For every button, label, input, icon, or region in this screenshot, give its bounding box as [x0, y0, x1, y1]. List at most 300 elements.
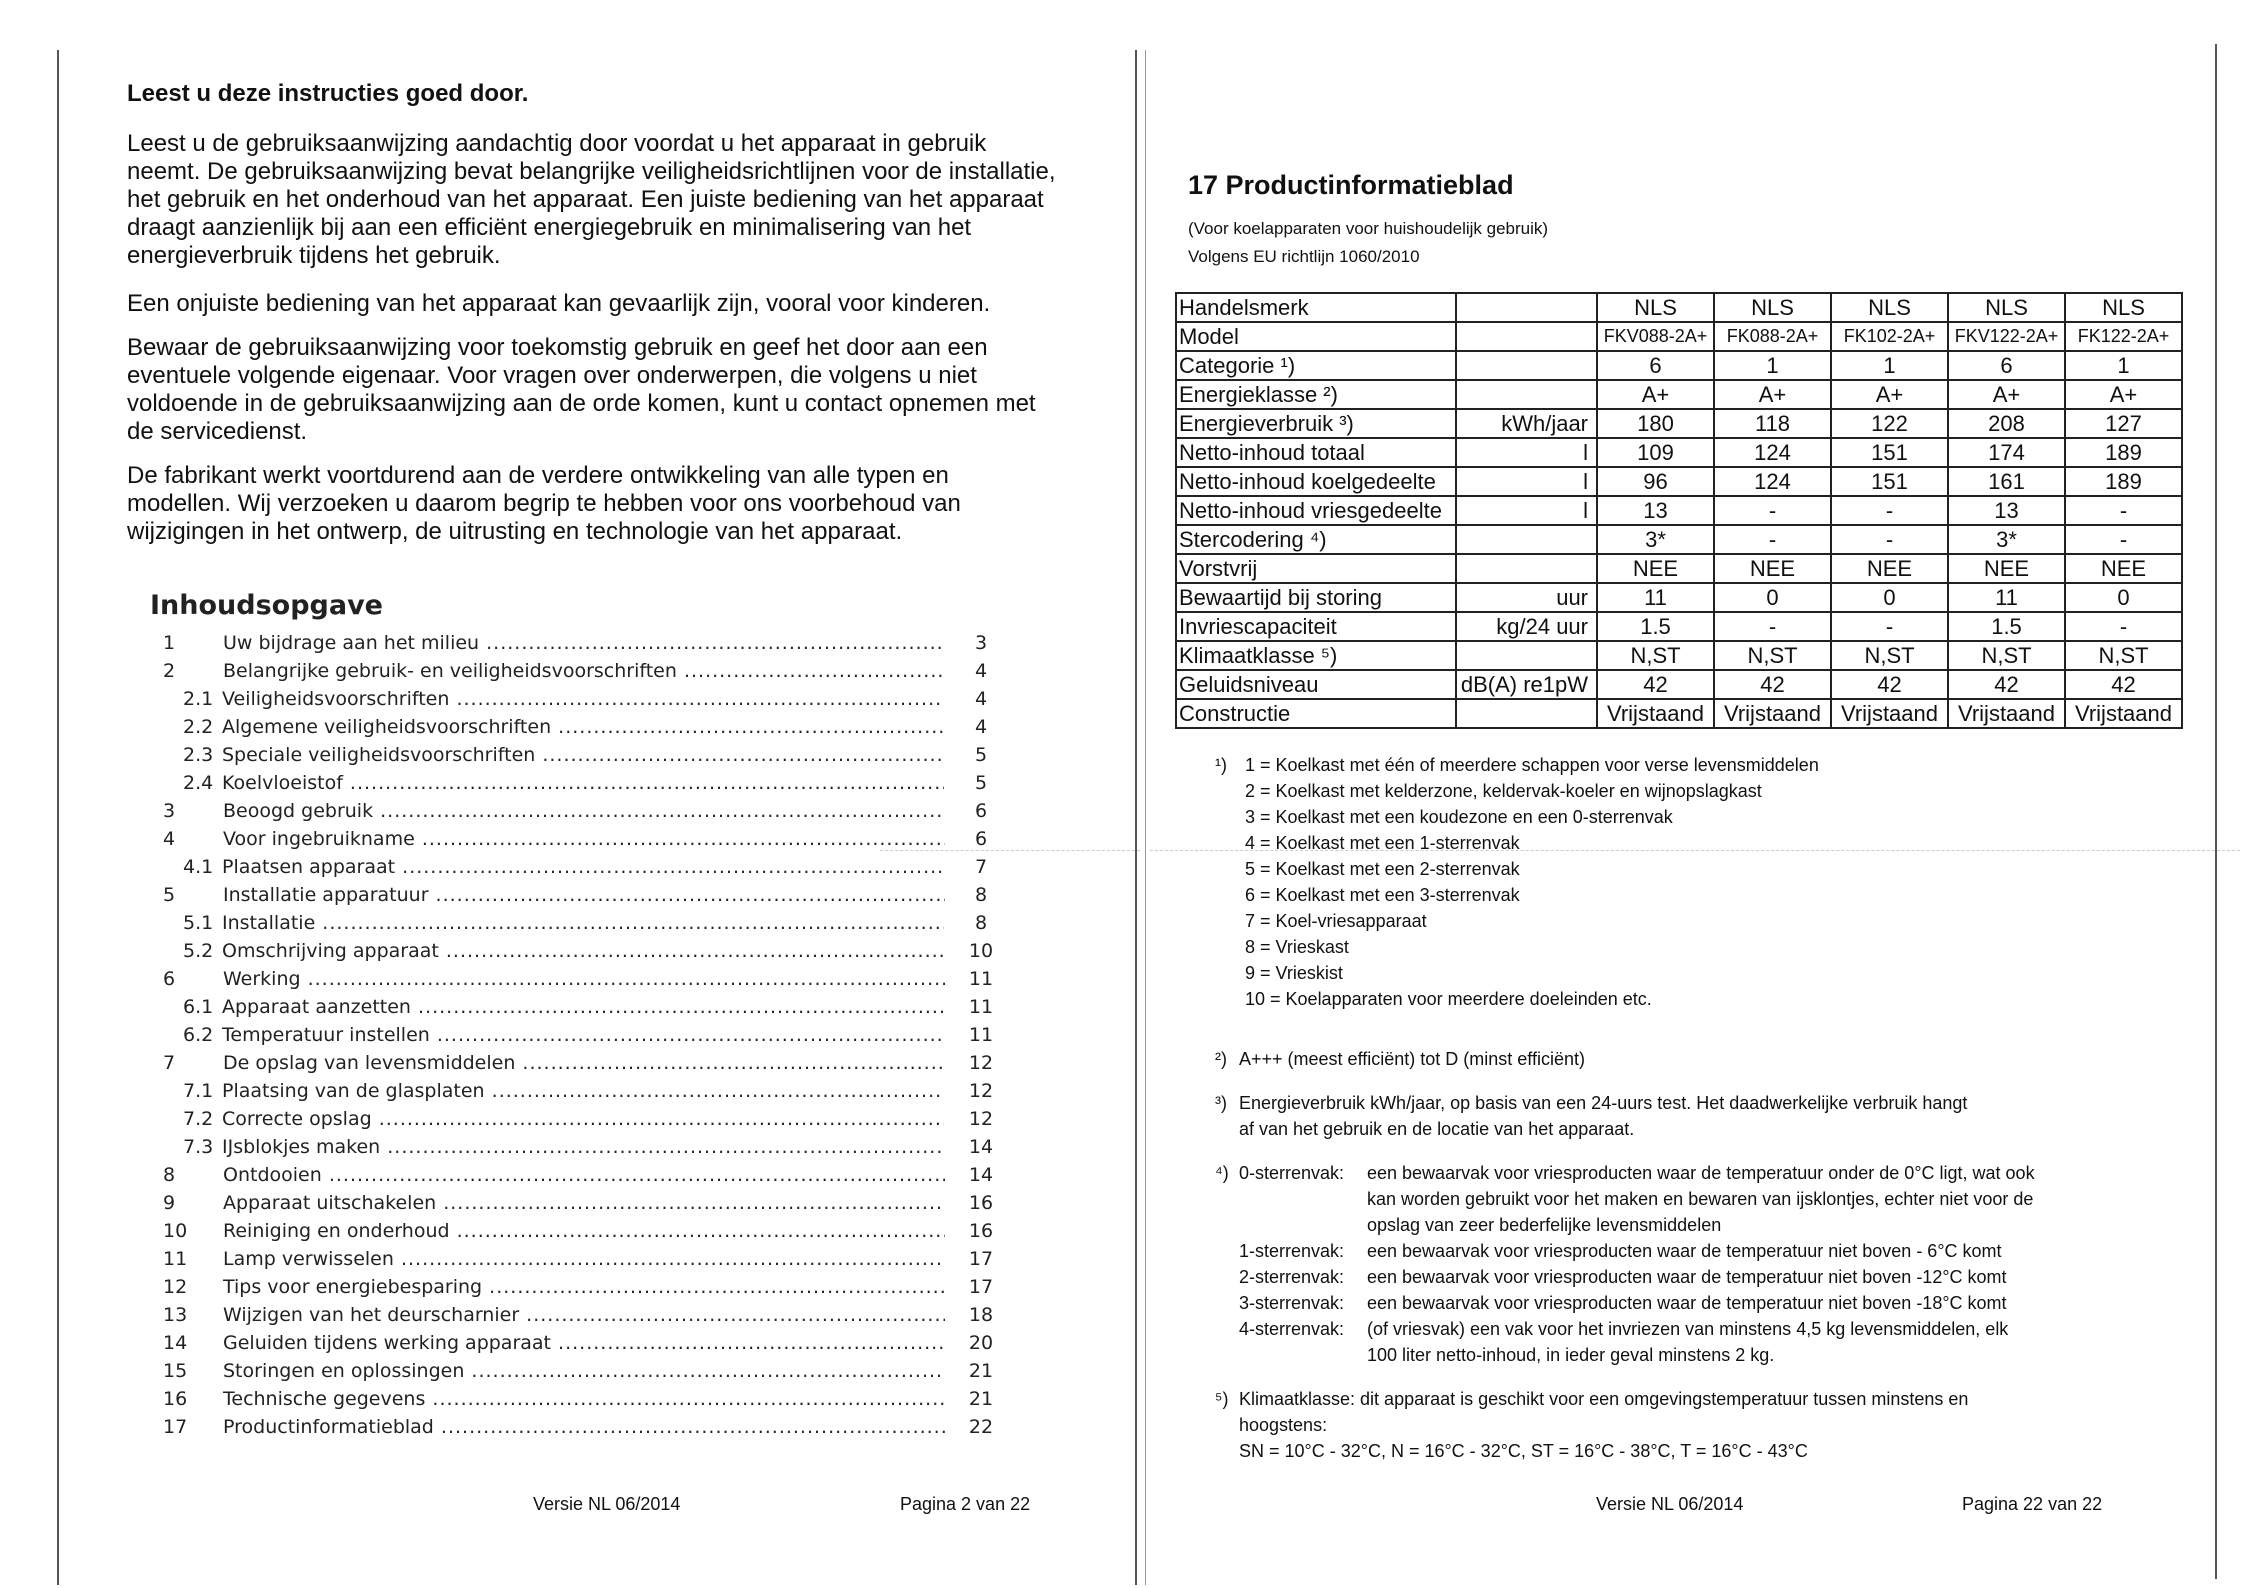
footnote-5 [1215, 1386, 2115, 1464]
footnote-line: een bewaarvak voor vriesproducten waar de temperatuur niet boven -12°C komt [1367, 1267, 2007, 1287]
table-cell: 1.5 [1948, 612, 2065, 641]
footnote-line: kan worden gebruikt voor het maken en bewaren van ijsklontjes, echter niet voor de [1367, 1189, 2034, 1209]
toc-entry-number: 2 [163, 660, 176, 682]
toc-entry-title: Apparaat uitschakelen ..... [223, 1189, 945, 1217]
intro-paragraph: Leest u de gebruiksaanwijzing aandachtig door voordat u het apparaat in gebruik neemt. De gebruiksaanwijzing bevat belangrijke veiligheidsrichtlijnen voor de installatie, het gebruik en het onderhoud van het apparaat. Een juiste bediening van het apparaat draagt aanzienlijk bij aan een efficiënt energiegebruik en minimalisering van het energieverbruik tijdens het gebruik. [127, 130, 1056, 269]
toc-entry-title: Uw bijdrage aan het milieu ..... [223, 629, 945, 657]
row-label: Model [1176, 322, 1456, 351]
toc-entry [163, 965, 1057, 993]
toc-entry-number: 15 [163, 1360, 188, 1382]
toc-entry-page: 12 [968, 1080, 994, 1102]
row-label: Netto-inhoud totaal [1176, 438, 1456, 467]
toc-entry-title: Reiniging en onderhoud ..... [223, 1217, 945, 1245]
toc-entry-page: 12 [968, 1052, 994, 1074]
row-unit: l [1456, 496, 1597, 525]
toc-entry-title: Werking ..... [223, 965, 945, 993]
table-cell: 3* [1948, 525, 2065, 554]
table-row [1176, 293, 2182, 322]
footnote-line: 5 = Koelkast met een 2-sterrenvak [1245, 859, 1520, 879]
table-cell: 42 [1597, 670, 1714, 699]
footnotes [1215, 752, 2115, 1482]
row-label: Energieklasse ²) [1176, 380, 1456, 409]
row-unit: uur [1456, 583, 1597, 612]
toc-entry-number: 6.2 [183, 1024, 214, 1046]
toc-entry [163, 1133, 1057, 1161]
row-label: Vorstvrij [1176, 554, 1456, 583]
row-label: Categorie ¹) [1176, 351, 1456, 380]
toc-entry-page: 21 [968, 1388, 994, 1410]
table-cell: Vrijstaand [1714, 699, 1831, 728]
right-page-header [1188, 170, 2188, 271]
toc-entry-page: 4 [974, 688, 988, 710]
table-cell: - [1831, 496, 1948, 525]
table-row [1176, 670, 2182, 699]
footnote-line: 3 = Koelkast met een koudezone en een 0-sterrenvak [1245, 807, 1673, 827]
toc-entry [163, 881, 1057, 909]
toc-entry-title: Lamp verwisselen ..... [223, 1245, 945, 1273]
table-cell: NLS [1831, 293, 1948, 322]
row-label: Handelsmerk [1176, 293, 1456, 322]
table-cell: 151 [1831, 438, 1948, 467]
toc-entry [163, 1189, 1057, 1217]
row-label: Bewaartijd bij storing [1176, 583, 1456, 612]
toc-entry-title: Koelvloeistof ..... [222, 769, 944, 797]
toc-entry-number: 14 [163, 1332, 188, 1354]
toc-entry-number: 7.3 [183, 1136, 214, 1158]
table-cell: NEE [1714, 554, 1831, 583]
table-cell: FKV122-2A+ [1948, 322, 2065, 351]
toc-entry [163, 909, 1057, 937]
table-row [1176, 467, 2182, 496]
toc-entry-page: 11 [968, 1024, 994, 1046]
table-cell: N,ST [1714, 641, 1831, 670]
toc-entry-page: 8 [974, 912, 988, 934]
toc-entry [163, 1245, 1057, 1273]
left-margin-line [57, 50, 59, 1585]
toc-entry-number: 6.1 [183, 996, 214, 1018]
toc-entry-page: 5 [974, 744, 988, 766]
table-cell: 180 [1597, 409, 1714, 438]
table-cell: 174 [1948, 438, 2065, 467]
table-cell: 3* [1597, 525, 1714, 554]
table-cell: 161 [1948, 467, 2065, 496]
star-rating-description [1367, 1264, 2115, 1290]
toc-entry [163, 853, 1057, 881]
toc-entry-page: 11 [968, 968, 994, 990]
table-cell: - [2065, 612, 2182, 641]
table-row [1176, 554, 2182, 583]
table-cell: 189 [2065, 467, 2182, 496]
toc-entry-page: 17 [968, 1248, 994, 1270]
row-unit: l [1456, 438, 1597, 467]
row-unit: kg/24 uur [1456, 612, 1597, 641]
toc-entry-number: 6 [163, 968, 176, 990]
table-row [1176, 322, 2182, 351]
toc-entry-page: 5 [974, 772, 988, 794]
footnote-line: 1 = Koelkast met één of meerdere schappen voor verse levensmiddelen [1245, 755, 1819, 775]
row-label: Klimaatklasse ⁵) [1176, 641, 1456, 670]
toc-entry-title: De opslag van levensmiddelen ..... [223, 1049, 945, 1077]
toc-entry-title: Ontdooien ..... [223, 1161, 945, 1189]
toc-entry [163, 825, 1057, 853]
toc-entry-title: Plaatsing van de glasplaten ..... [222, 1077, 944, 1105]
toc-entry [163, 657, 1057, 685]
table-row [1176, 351, 2182, 380]
row-label: Energieverbruik ³) [1176, 409, 1456, 438]
intro-paragraph: Bewaar de gebruiksaanwijzing voor toekomstig gebruik en geef het door aan een eventuele volgende eigenaar. Voor vragen over onderwerpen, die volgens u niet voldoende in de gebruiksaanwijzing aan de orde komen, kunt u contact opnemen met de servicedienst. [127, 334, 1036, 445]
table-cell: 109 [1597, 438, 1714, 467]
toc-entry-title: Storingen en oplossingen ..... [223, 1357, 945, 1385]
toc-entry-number: 11 [163, 1248, 188, 1270]
toc-entry-number: 13 [163, 1304, 188, 1326]
table-cell: 6 [1948, 351, 2065, 380]
footnote-line: 7 = Koel-vriesapparaat [1245, 911, 1427, 931]
toc-entry-page: 6 [974, 800, 988, 822]
table-row [1176, 583, 2182, 612]
toc-title: Inhoudsopgave [150, 590, 383, 621]
row-unit [1456, 351, 1597, 380]
footnote-1 [1215, 752, 2115, 1012]
toc-entry-number: 3 [163, 800, 176, 822]
row-label: Geluidsniveau [1176, 670, 1456, 699]
toc-entry-number: 5 [163, 884, 176, 906]
toc-entry-number: 7.2 [183, 1108, 214, 1130]
table-row [1176, 641, 2182, 670]
toc-entry-page: 16 [968, 1192, 994, 1214]
footnote-mark: ²) [1215, 1049, 1227, 1069]
table-cell: 1 [1714, 351, 1831, 380]
toc-entry-title: Omschrijving apparaat ..... [222, 937, 944, 965]
toc-entry [163, 797, 1057, 825]
intro-heading: Leest u deze instructies goed door. [127, 80, 529, 107]
toc-entry-number: 9 [163, 1192, 176, 1214]
toc-entry-number: 2.1 [183, 688, 214, 710]
star-rating-description [1367, 1290, 2115, 1316]
product-info-table [1175, 292, 2183, 729]
toc-entry-page: 3 [974, 632, 988, 654]
table-cell: 13 [1597, 496, 1714, 525]
intro-paragraph: Een onjuiste bediening van het apparaat kan gevaarlijk zijn, vooral voor kinderen. [127, 290, 991, 317]
toc-entry-number: 2.2 [183, 716, 214, 738]
table-cell: A+ [1714, 380, 1831, 409]
toc-entry-page: 20 [968, 1332, 994, 1354]
table-cell: - [1831, 525, 1948, 554]
footnote-line: 4 = Koelkast met een 1-sterrenvak [1245, 833, 1520, 853]
table-row [1176, 409, 2182, 438]
table-cell: NLS [1714, 293, 1831, 322]
table-cell: A+ [1948, 380, 2065, 409]
table-cell: Vrijstaand [2065, 699, 2182, 728]
star-rating-key: 1-sterrenvak: [1239, 1241, 1345, 1261]
toc-entry-title: IJsblokjes maken ..... [222, 1133, 944, 1161]
toc-entry-page: 4 [974, 716, 988, 738]
footnote-line: opslag van zeer bederfelijke levensmiddelen [1367, 1215, 1722, 1235]
table-cell: Vrijstaand [1597, 699, 1714, 728]
toc-entry-number: 8 [163, 1164, 176, 1186]
table-cell: A+ [1597, 380, 1714, 409]
toc-entry-title: Voor ingebruikname ..... [223, 825, 945, 853]
table-cell: 189 [2065, 438, 2182, 467]
toc-entry-page: 7 [974, 856, 988, 878]
toc-entry-title: Installatie apparatuur ..... [223, 881, 945, 909]
table-cell: FK088-2A+ [1714, 322, 1831, 351]
table-cell: 208 [1948, 409, 2065, 438]
footnote-line: een bewaarvak voor vriesproducten waar de temperatuur niet boven - 6°C komt [1367, 1241, 2002, 1261]
table-cell: 42 [1714, 670, 1831, 699]
table-cell: 124 [1714, 438, 1831, 467]
right-footer-version: Versie NL 06/2014 [1596, 1494, 1744, 1514]
table-cell: 1 [1831, 351, 1948, 380]
footnote-line: 6 = Koelkast met een 3-sterrenvak [1245, 885, 1520, 905]
table-cell: - [1714, 496, 1831, 525]
toc-entry-page: 17 [968, 1276, 994, 1298]
toc-entry-title: Algemene veiligheidsvoorschriften ..... [222, 713, 944, 741]
toc-entry [163, 993, 1057, 1021]
star-rating-description [1367, 1316, 2115, 1368]
table-cell: A+ [1831, 380, 1948, 409]
table-cell: 11 [1597, 583, 1714, 612]
table-cell: 122 [1831, 409, 1948, 438]
toc-entry-title: Temperatuur instellen ..... [222, 1021, 944, 1049]
table-cell: 42 [1948, 670, 2065, 699]
intro-paragraph: De fabrikant werkt voortdurend aan de verdere ontwikkeling van alle typen en modellen. Wij verzoeken u daarom begrip te hebben voor ons voorbehoud van wijzigingen in het ontwerp, de uitrusting en technologie van het apparaat. [127, 462, 961, 545]
toc-entry [163, 1357, 1057, 1385]
table-cell: NEE [1597, 554, 1714, 583]
table-cell: - [2065, 525, 2182, 554]
toc-entry-number: 7.1 [183, 1080, 214, 1102]
toc-entry-title: Belangrijke gebruik- en veiligheidsvoorschriften ..... [223, 657, 945, 685]
footnote-4 [1215, 1160, 2115, 1368]
table-cell: N,ST [2065, 641, 2182, 670]
footnote-line: een bewaarvak voor vriesproducten waar de temperatuur onder de 0°C ligt, wat ook [1367, 1163, 2035, 1183]
table-cell: Vrijstaand [1948, 699, 2065, 728]
toc-entry [163, 1105, 1057, 1133]
star-rating-key: 3-sterrenvak: [1239, 1293, 1345, 1313]
row-label: Netto-inhoud vriesgedeelte [1176, 496, 1456, 525]
toc-entry [163, 685, 1057, 713]
section-subtitle: Volgens EU richtlijn 1060/2010 [1188, 247, 1420, 266]
toc-entry-title: Correcte opslag ..... [222, 1105, 944, 1133]
toc-entry [163, 1301, 1057, 1329]
toc-entry-title: Tips voor energiebesparing ..... [223, 1273, 945, 1301]
star-rating-description [1367, 1160, 2115, 1238]
table-cell: 13 [1948, 496, 2065, 525]
footnote-line: 10 = Koelapparaten voor meerdere doeleinden etc. [1245, 989, 1652, 1009]
row-label: Invriescapaciteit [1176, 612, 1456, 641]
toc-entry-page: 14 [968, 1136, 994, 1158]
toc-entry-page: 12 [968, 1108, 994, 1130]
table-cell: NEE [1831, 554, 1948, 583]
toc-entry-number: 17 [163, 1416, 188, 1438]
section-subtitle: (Voor koelapparaten voor huishoudelijk gebruik) [1188, 219, 1549, 238]
toc-entry-title: Veiligheidsvoorschriften ..... [222, 685, 944, 713]
footnote-line: 9 = Vrieskist [1245, 963, 1343, 983]
left-footer-page: Pagina 2 van 22 [900, 1494, 1031, 1514]
row-unit [1456, 322, 1597, 351]
toc-entry [163, 769, 1057, 797]
toc-entry-page: 11 [968, 996, 994, 1018]
toc-entry [163, 1217, 1057, 1245]
toc-entry [163, 1077, 1057, 1105]
table-cell: N,ST [1831, 641, 1948, 670]
footnote-mark: ³) [1215, 1093, 1227, 1113]
toc-entry-number: 12 [163, 1276, 188, 1298]
footnote-line: een bewaarvak voor vriesproducten waar de temperatuur niet boven -18°C komt [1367, 1293, 2007, 1313]
table-row [1176, 496, 2182, 525]
right-margin-line [2215, 44, 2217, 1579]
toc-entry-page: 22 [968, 1416, 994, 1438]
table-row [1176, 525, 2182, 554]
table-of-contents [163, 629, 1057, 1441]
toc-entry [163, 741, 1057, 769]
toc-entry-number: 5.2 [183, 940, 214, 962]
row-unit [1456, 554, 1597, 583]
table-row [1176, 438, 2182, 467]
table-cell: 42 [1831, 670, 1948, 699]
row-unit: kWh/jaar [1456, 409, 1597, 438]
table-cell: NLS [1948, 293, 2065, 322]
toc-entry-title: Geluiden tijdens werking apparaat ..... [223, 1329, 945, 1357]
toc-entry-number: 2.4 [183, 772, 214, 794]
toc-entry-title: Apparaat aanzetten ..... [222, 993, 944, 1021]
toc-entry-page: 18 [968, 1304, 994, 1326]
table-cell: NLS [2065, 293, 2182, 322]
star-rating-description [1367, 1238, 2115, 1264]
table-cell: FK122-2A+ [2065, 322, 2182, 351]
footnote-line: hoogstens: [1239, 1415, 1328, 1435]
left-page [127, 80, 1057, 1441]
page-divider-line-inner [1145, 50, 1146, 1585]
toc-entry-title: Beoogd gebruik ..... [223, 797, 945, 825]
table-cell: NEE [1948, 554, 2065, 583]
footnote-mark: ¹) [1215, 755, 1227, 775]
toc-entry-page: 4 [974, 660, 988, 682]
table-cell: 118 [1714, 409, 1831, 438]
footnote-mark: ⁴) [1215, 1163, 1229, 1183]
footnote-line: 8 = Vrieskast [1245, 937, 1349, 957]
footnote-2 [1215, 1046, 2115, 1072]
footnote-3 [1215, 1090, 2115, 1142]
table-cell: 124 [1714, 467, 1831, 496]
page-divider-line [1135, 50, 1137, 1585]
toc-entry [163, 937, 1057, 965]
table-cell: NLS [1597, 293, 1714, 322]
toc-entry-title: Productinformatieblad ..... [223, 1413, 945, 1441]
toc-entry [163, 1413, 1057, 1441]
table-cell: Vrijstaand [1831, 699, 1948, 728]
footnote-line: (of vriesvak) een vak voor het invriezen van minstens 4,5 kg levensmiddelen, elk [1367, 1319, 2009, 1339]
table-row [1176, 699, 2182, 728]
table-cell: NEE [2065, 554, 2182, 583]
right-footer-page: Pagina 22 van 22 [1962, 1494, 2103, 1514]
table-cell: - [1714, 525, 1831, 554]
star-rating-key: 0-sterrenvak: [1239, 1163, 1345, 1183]
section-title: 17 Productinformatieblad [1188, 170, 1514, 200]
toc-entry-number: 4.1 [183, 856, 214, 878]
toc-entry-title: Technische gegevens ..... [223, 1385, 945, 1413]
table-cell: FK102-2A+ [1831, 322, 1948, 351]
row-unit [1456, 380, 1597, 409]
toc-entry [163, 713, 1057, 741]
toc-entry-title: Installatie ..... [222, 909, 944, 937]
toc-entry-page: 14 [968, 1164, 994, 1186]
toc-entry-number: 4 [163, 828, 176, 850]
table-cell: 96 [1597, 467, 1714, 496]
table-cell: 127 [2065, 409, 2182, 438]
table-cell: - [1831, 612, 1948, 641]
table-cell: 0 [1831, 583, 1948, 612]
table-cell: 42 [2065, 670, 2182, 699]
footnote-line: Energieverbruik kWh/jaar, op basis van een 24-uurs test. Het daadwerkelijke verbruik hangt [1239, 1093, 1968, 1113]
table-cell: 6 [1597, 351, 1714, 380]
toc-entry [163, 1049, 1057, 1077]
row-unit: l [1456, 467, 1597, 496]
row-unit [1456, 525, 1597, 554]
toc-entry-number: 1 [163, 632, 176, 654]
toc-entry-page: 10 [968, 940, 994, 962]
table-cell: 151 [1831, 467, 1948, 496]
star-rating-key: 4-sterrenvak: [1239, 1319, 1345, 1339]
table-cell: A+ [2065, 380, 2182, 409]
star-rating-key: 2-sterrenvak: [1239, 1267, 1345, 1287]
toc-entry-page: 6 [974, 828, 988, 850]
table-cell: - [2065, 496, 2182, 525]
toc-entry [163, 1329, 1057, 1357]
footnote-line: SN = 10°C - 32°C, N = 16°C - 32°C, ST = 16°C - 38°C, T = 16°C - 43°C [1239, 1441, 1808, 1461]
toc-entry-page: 8 [974, 884, 988, 906]
footnote-line: 2 = Koelkast met kelderzone, keldervak-koeler en wijnopslagkast [1245, 781, 1762, 801]
row-label: Netto-inhoud koelgedeelte [1176, 467, 1456, 496]
row-label: Constructie [1176, 699, 1456, 728]
toc-entry-number: 10 [163, 1220, 188, 1242]
left-footer-version: Versie NL 06/2014 [533, 1494, 681, 1514]
row-unit [1456, 641, 1597, 670]
toc-entry-title: Speciale veiligheidsvoorschriften ..... [222, 741, 944, 769]
table-cell: N,ST [1597, 641, 1714, 670]
table-cell: 1 [2065, 351, 2182, 380]
footnote-mark: ⁵) [1215, 1389, 1229, 1409]
table-cell: 11 [1948, 583, 2065, 612]
toc-entry-number: 5.1 [183, 912, 214, 934]
toc-entry-page: 21 [968, 1360, 994, 1382]
row-unit [1456, 699, 1597, 728]
footnote-text: A+++ (meest efficiënt) tot D (minst efficiënt) [1239, 1049, 1585, 1069]
toc-entry-number: 16 [163, 1388, 188, 1410]
toc-entry [163, 1273, 1057, 1301]
table-cell: FKV088-2A+ [1597, 322, 1714, 351]
row-label: Stercodering ⁴) [1176, 525, 1456, 554]
table-cell: 0 [1714, 583, 1831, 612]
table-cell: 0 [2065, 583, 2182, 612]
footnote-line: Klimaatklasse: dit apparaat is geschikt voor een omgevingstemperatuur tussen minstens en [1239, 1389, 1969, 1409]
table-row [1176, 612, 2182, 641]
toc-entry [163, 1161, 1057, 1189]
table-cell: 1.5 [1597, 612, 1714, 641]
row-unit: dB(A) re1pW [1456, 670, 1597, 699]
toc-entry-title: Plaatsen apparaat ..... [222, 853, 944, 881]
toc-entry [163, 629, 1057, 657]
toc-entry-number: 2.3 [183, 744, 214, 766]
table-cell: - [1714, 612, 1831, 641]
toc-entry [163, 1385, 1057, 1413]
toc-entry [163, 1021, 1057, 1049]
footnote-line: 100 liter netto-inhoud, in ieder geval minstens 2 kg. [1367, 1345, 1775, 1365]
row-unit [1456, 293, 1597, 322]
toc-entry-title: Wijzigen van het deurscharnier ..... [223, 1301, 945, 1329]
table-cell: N,ST [1948, 641, 2065, 670]
toc-entry-number: 7 [163, 1052, 176, 1074]
footnote-line: af van het gebruik en de locatie van het apparaat. [1239, 1119, 1635, 1139]
